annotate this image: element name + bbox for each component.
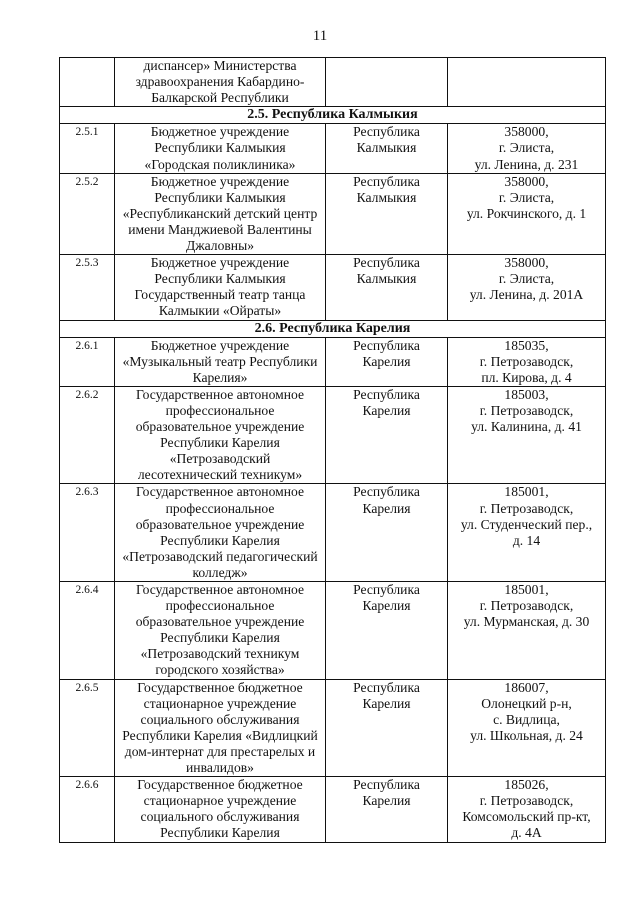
address-text: 186007, Олонецкий р-н, с. Видлица, ул. Школьная, д. 24 <box>470 679 583 743</box>
org-name: Государственное бюджетное стационарное учреждение социального обслуживания Республики Карелия <box>137 777 303 841</box>
section-title: 2.5. Республика Калмыкия <box>60 107 606 124</box>
region-name: Республика Карелия <box>353 386 420 418</box>
row-number: 2.5.2 <box>60 173 115 254</box>
region-name: Республика Карелия <box>353 679 420 711</box>
region-cell <box>326 484 448 582</box>
table-row-continuation <box>60 58 606 107</box>
region-cell <box>326 679 448 777</box>
region-name: Республика Калмыкия <box>353 173 420 205</box>
address-text: 358000, г. Элиста, ул. Ленина, д. 231 <box>474 124 579 172</box>
address-text: 358000, г. Элиста, ул. Рокчинского, д. 1 <box>466 173 587 221</box>
org-name: диспансер» Министерства здравоохранения Кабардино- Балкарской Республики <box>135 58 305 106</box>
table-row <box>60 386 606 484</box>
row-number <box>60 58 115 107</box>
table-row <box>60 484 606 582</box>
address-text: 185001, г. Петрозаводск, ул. Студенческий пер., д. 14 <box>460 484 593 548</box>
section-title: 2.6. Республика Карелия <box>60 320 606 337</box>
table-row <box>60 337 606 386</box>
org-name: Государственное автономное профессиональное образовательное учреждение Республики Карелия «Петрозаводский лесотехнический техникум» <box>135 386 305 483</box>
region-cell <box>326 173 448 254</box>
section-header-row <box>60 107 606 124</box>
org-cell <box>115 582 326 680</box>
address-cell <box>448 777 606 842</box>
table-row <box>60 124 606 173</box>
org-name: Бюджетное учреждение «Музыкальный театр Республики Карелия» <box>122 337 318 385</box>
org-name: Государственное автономное профессиональное образовательное учреждение Республики Карелия «Петрозаводский техникум городского хозяйства» <box>135 582 305 678</box>
address-cell <box>448 255 606 320</box>
address-cell <box>448 337 606 386</box>
region-name: Республика Карелия <box>353 484 420 516</box>
region-cell <box>326 337 448 386</box>
row-number: 2.6.5 <box>60 679 115 777</box>
org-cell <box>115 255 326 320</box>
address-cell <box>448 582 606 680</box>
region-cell <box>326 58 448 107</box>
table-row <box>60 679 606 777</box>
address-cell <box>448 173 606 254</box>
org-cell <box>115 124 326 173</box>
org-cell <box>115 386 326 484</box>
org-cell <box>115 484 326 582</box>
row-number: 2.5.3 <box>60 255 115 320</box>
org-cell <box>115 337 326 386</box>
org-name: Государственное бюджетное стационарное учреждение социального обслуживания Республики Карелия «Видлицкий дом-интернат для престарелых и инвалидов» <box>122 679 318 776</box>
org-name: Бюджетное учреждение Республики Калмыкия «Республиканский детский центр имени Манджиевой Валентины Джаловны» <box>122 173 318 254</box>
table-row <box>60 255 606 320</box>
org-name: Бюджетное учреждение Республики Калмыкия Государственный театр танца Калмыкии «Ойраты» <box>134 255 306 319</box>
org-cell <box>115 679 326 777</box>
org-cell <box>115 173 326 254</box>
region-name: Республика Карелия <box>353 777 420 809</box>
table-row <box>60 582 606 680</box>
address-cell <box>448 679 606 777</box>
address-cell <box>448 484 606 582</box>
region-cell <box>326 124 448 173</box>
address-cell <box>448 386 606 484</box>
address-text: 185001, г. Петрозаводск, ул. Мурманская, д. 30 <box>463 582 590 630</box>
address-text: 185026, г. Петрозаводск, Комсомольский пр-кт, д. 4А <box>462 777 591 841</box>
address-cell <box>448 124 606 173</box>
row-number: 2.5.1 <box>60 124 115 173</box>
address-cell <box>448 58 606 107</box>
section-header-row <box>60 320 606 337</box>
org-cell <box>115 58 326 107</box>
page-number: 11 <box>312 28 328 44</box>
table-row <box>60 777 606 842</box>
address-text: 358000, г. Элиста, ул. Ленина, д. 201А <box>469 255 584 303</box>
row-number: 2.6.3 <box>60 484 115 582</box>
org-cell <box>115 777 326 842</box>
region-name: Республика Калмыкия <box>353 124 420 156</box>
region-cell <box>326 255 448 320</box>
region-cell <box>326 582 448 680</box>
region-name: Республика Карелия <box>353 582 420 614</box>
row-number: 2.6.6 <box>60 777 115 842</box>
org-name: Государственное автономное профессиональное образовательное учреждение Республики Карелия «Петрозаводский педагогический колледж» <box>122 484 318 580</box>
region-cell <box>326 777 448 842</box>
row-number: 2.6.1 <box>60 337 115 386</box>
row-number: 2.6.2 <box>60 386 115 484</box>
row-number: 2.6.4 <box>60 582 115 680</box>
table-row <box>60 173 606 254</box>
institutions-table <box>59 57 606 843</box>
org-name: Бюджетное учреждение Республики Калмыкия «Городская поликлиника» <box>144 124 296 172</box>
region-name: Республика Карелия <box>353 337 420 369</box>
address-text: 185035, г. Петрозаводск, пл. Кирова, д. 4 <box>479 337 574 385</box>
region-name: Республика Калмыкия <box>353 255 420 287</box>
region-cell <box>326 386 448 484</box>
address-text: 185003, г. Петрозаводск, ул. Калинина, д. 41 <box>471 386 582 435</box>
